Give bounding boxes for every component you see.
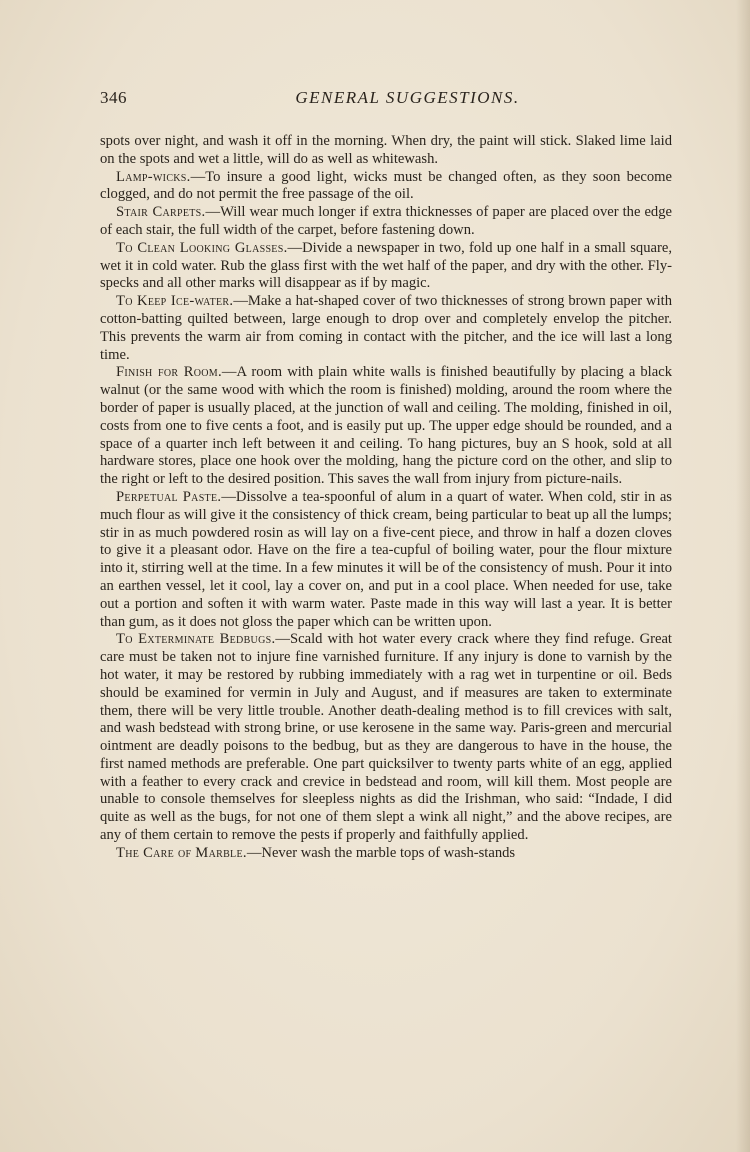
page-edge-shadow	[736, 0, 750, 1152]
body-text	[100, 133, 672, 863]
paragraph-heading: The Care of Marble.	[116, 844, 247, 861]
page-number: 346	[100, 88, 127, 107]
paragraph-stair-carpets	[100, 204, 672, 240]
paragraph-text: —Make a hat-shaped cover of two thicknesses of strong brown paper with cotton-batting quilted between, large enough to drop over and completely envelop the pitcher. This prevents the warm air from coming in contact with the pitcher, and the ice will last a long time.	[100, 293, 672, 363]
paragraph-care-of-marble	[100, 845, 672, 863]
paragraph-ice-water	[100, 293, 672, 364]
paragraph-heading: Perpetual Paste.	[116, 488, 222, 505]
page-header	[100, 88, 675, 114]
paragraph-looking-glasses	[100, 240, 672, 293]
paragraph-lamp-wicks	[100, 169, 672, 205]
paragraph-text: —Divide a newspaper in two, fold up one half in a small square, wet it in cold water. Rub the glass first with the wet half of the paper, and dry with the other. Fly-specks and all other marks will disappear as if by magic.	[100, 239, 672, 292]
paragraph-bedbugs	[100, 631, 672, 845]
paragraph-heading: To Exterminate Bedbugs.	[116, 631, 276, 648]
paragraph-perpetual-paste	[100, 489, 672, 631]
paragraph-text: —Scald with hot water every crack where they find refuge. Great care must be taken not to injure fine varnished furniture. If any injury is done to varnish by the hot water, it may be restored by rubbing immediately with a rag wet in turpentine or oil. Beds should be examined for vermin in July and August, and if measures are taken to exterminate them, there will be very little trouble. Another death-dealing method is to fill crevices with salt, and wash bedstead with strong brine, or use kerosene in the same way. Paris-green and mercurial ointment are deadly poisons to the bedbug, but as they are dangerous to have in the house, the first named methods are preferable. One part quicksilver to twenty parts white of an egg, applied with a feather to every crack and crevice in bedstead and room, will kill them. Most people are unable to console themselves for sleepless nights as did the Irishman, who said: “Indade, I did quite as well as the bugs, for not one of them slept a wink all night,” and the above recipes, are any of them certain to remove the pests if properly and faithfully applied.	[100, 631, 672, 844]
paragraph-text: spots over night, and wash it off in the morning. When dry, the paint will stick. Slaked lime laid on the spots and wet a little, will do as well as whitewash.	[100, 133, 672, 167]
paragraph-text: —To insure a good light, wicks must be changed often, as they soon become clogged, and do not permit the free passage of the oil.	[100, 168, 672, 203]
paragraph-heading: Lamp-wicks.	[116, 168, 191, 185]
paragraph-heading: Stair Carpets.	[116, 204, 206, 221]
paragraph-text: —Will wear much longer if extra thicknesses of paper are placed over the edge of each stair, the full width of the carpet, before fastening down.	[100, 204, 672, 238]
paragraph-heading: Finish for Room.	[116, 364, 222, 381]
paragraph-text: —Dissolve a tea-spoonful of alum in a quart of water. When cold, stir in as much flour as will give it the consistency of thick cream, being particular to beat up all the lumps; stir in as much powdered rosin as will lay on a five-cent piece, and throw in half a dozen cloves to give it a pleasant odor. Have on the fire a tea-cupful of boiling water, pour the flour mixture into it, stirring well at the time. In a few minutes it will be of the consistency of mush. Pour it into an earthen vessel, let it cool, lay a cover on, and put in a cool place. When needed for use, take out a portion and soften it with warm water. Paste made in this way will last a year. It is better than gum, as it does not gloss the paper which can be written upon.	[100, 488, 672, 630]
paragraph-text: —A room with plain white walls is finished beautifully by placing a black walnut (or the same wood with which the room is finished) molding, around the room where the border of paper is usually placed, at the junction of wall and ceiling. The molding, finished in oil, costs from one to five cents a foot, and is easily put up. The upper edge should be rounded, and a space of a quarter inch left between it and ceiling. To hang pictures, buy an S hook, sold at all hardware stores, place one hook over the molding, hang the picture cord on the other, and slip to the right or left to the desired position. This saves the wall from injury from picture-nails.	[100, 364, 672, 488]
paragraph-heading: To Clean Looking Glasses.	[116, 239, 288, 256]
paragraph-finish-for-room	[100, 364, 672, 489]
paragraph-text: —Never wash the marble tops of wash-stands	[246, 844, 516, 861]
running-title: GENERAL SUGGESTIONS.	[295, 88, 520, 107]
paragraph-heading: To Keep Ice-water.	[116, 293, 234, 310]
paragraph-continued	[100, 133, 672, 169]
